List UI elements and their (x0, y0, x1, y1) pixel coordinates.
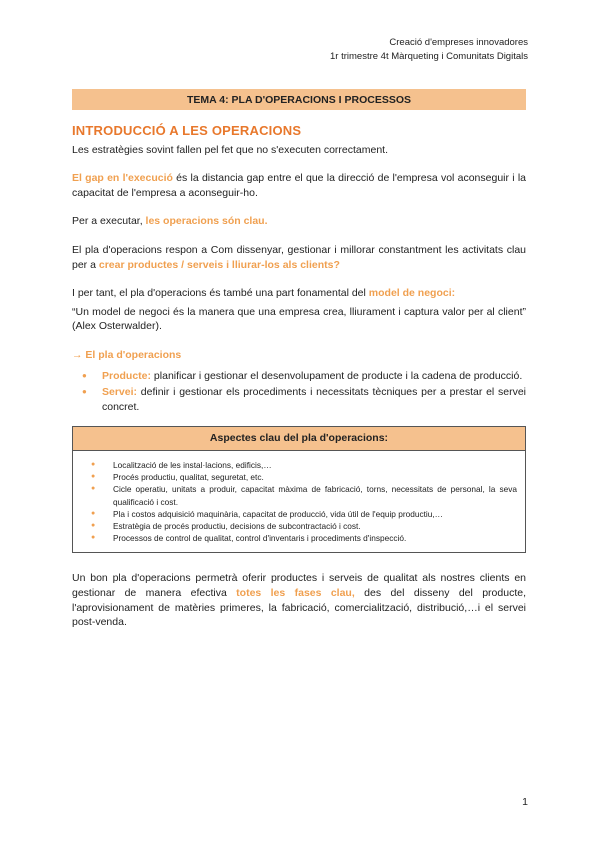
topic-banner (72, 89, 526, 110)
aspects-list (73, 451, 525, 552)
document-body (72, 124, 526, 644)
list-item (102, 369, 526, 384)
paragraph-2-text: és la distancia gap entre el que la direcció de l'empresa vol aconseguir i la capacitat de l'empresa a aconseguir-ho. (72, 172, 526, 199)
quote-osterwalder: “Un model de negoci és la manera que una empresa crea, lliurament i captura valor per al client” (Alex Osterwalder). (72, 305, 526, 333)
paragraph-3 (72, 214, 526, 229)
page-number: 1 (522, 796, 528, 808)
highlight-phases: totes les fases clau, (236, 586, 355, 599)
header-term: 1r trimestre 4t Màrqueting i Comunitats Digitals (330, 51, 528, 62)
item-label: Servei: (102, 386, 138, 399)
pla-heading: → El pla d'operacions (72, 348, 182, 361)
item-text: planificar i gestionar el desenvolupament de producte i la cadena de producció. (151, 369, 523, 382)
header-course: Creació d'empreses innovadores (389, 37, 528, 48)
item-text: definir i gestionar els procediments i necessitats tècniques per a prestar el servei concret. (102, 386, 526, 413)
highlight-gap: El gap en l'execució (72, 172, 173, 185)
highlight-products: crear productes / serveis i lliurar-los als clients? (98, 258, 340, 271)
paragraph-2 (72, 171, 526, 200)
list-item: ● Cicle operatiu, unitats a produir, capacitat màxima de fabricació, torns, necessitats de personal, la seva qualificació i cost. (113, 483, 517, 507)
page-header (330, 36, 528, 64)
list-item: ● Pla i costos adquisició maquinària, capacitat de producció, vida útil de l'equip productiu,… (113, 508, 517, 520)
section-heading: INTRODUCCIÓ A LES OPERACIONS (72, 123, 302, 138)
closing-text-post: des del disseny del producte, l'aprovisionament de matèries primeres, la fabricació, comercialització, distribució,…i el servei post-venda. (72, 586, 526, 629)
paragraph-4-text: El pla d'operacions respon a Com dissenyar, gestionar i millorar constantment les activitats clau per a (72, 243, 526, 271)
paragraph-5 (72, 286, 526, 301)
pla-list (72, 369, 526, 415)
paragraph-4 (72, 243, 526, 272)
topic-title: TEMA 4: PLA D'OPERACIONS I PROCESSOS (187, 93, 411, 106)
item-label: Producte: (102, 369, 152, 382)
highlight-operations: les operacions són clau. (145, 215, 268, 228)
list-item: ● Procés productiu, qualitat, seguretat, etc. (113, 471, 517, 483)
list-item (102, 385, 526, 414)
list-item: ● Localització de les instal·lacions, edificis,… (113, 459, 517, 471)
closing-paragraph (72, 571, 526, 629)
aspects-title: Aspectes clau del pla d'operacions: (73, 427, 525, 451)
paragraph-5-text: I per tant, el pla d'operacions és també una part fonamental del (72, 287, 369, 300)
paragraph-1: Les estratègies sovint fallen pel fet que no s'executen correctament. (72, 143, 389, 156)
list-item: ● Processos de control de qualitat, control d'inventaris i procediments d'inspecció. (113, 532, 517, 544)
list-item: ● Estratègia de procés productiu, decisions de subcontractació i cost. (113, 520, 517, 532)
closing-text-pre: Un bon pla d'operacions permetrà oferir productes i serveis de qualitat als nostres clients en gestionar de manera efectiva (72, 572, 526, 599)
aspects-box (72, 426, 526, 553)
paragraph-3-text: Per a executar, (72, 215, 146, 228)
highlight-business-model: model de negoci: (368, 287, 456, 300)
